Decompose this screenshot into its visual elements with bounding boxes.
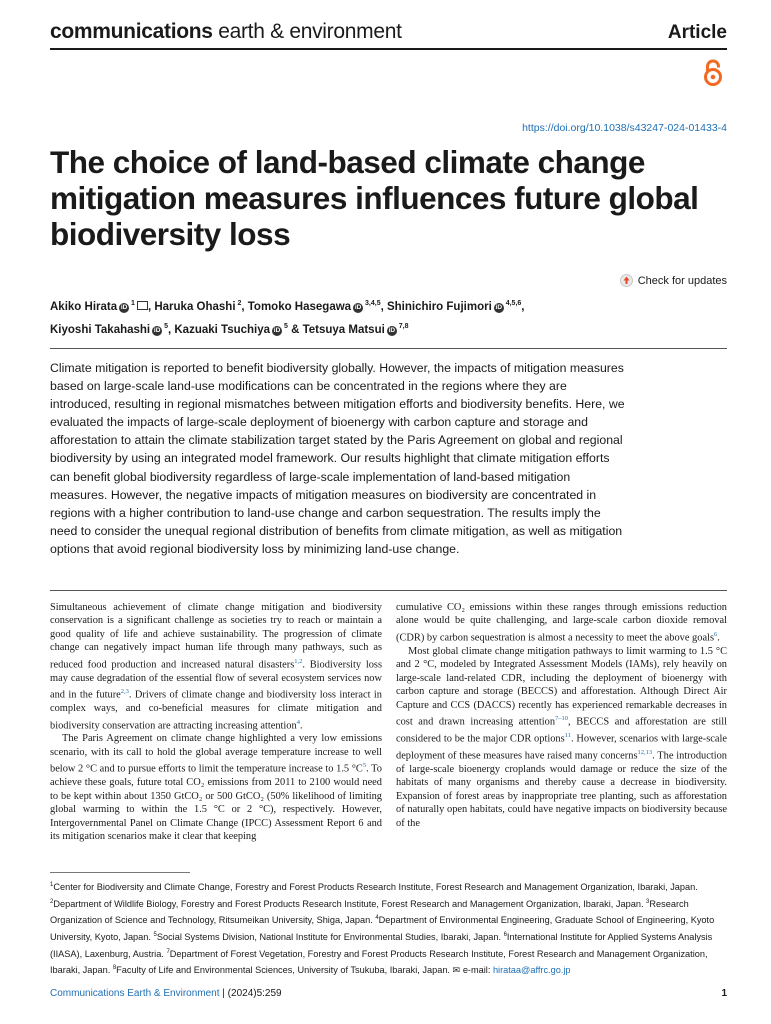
orcid-icon[interactable]: iD <box>388 326 396 334</box>
author-name: Kiyoshi Takahashi <box>50 323 151 336</box>
author-affiliation: 7,8 <box>396 322 409 330</box>
body-text: The Paris Agreement on climate change highlighted a very low emissions scenario, with its call to hold the global average temperature increase to well below 2 °C and to pursue efforts to limit the temperature increase to 1.5 °C <box>50 733 382 775</box>
author-affiliation: 1 <box>129 300 135 307</box>
check-for-updates[interactable] <box>620 274 727 287</box>
abstract-rule-top <box>50 348 727 349</box>
affiliation-number: 3 <box>646 898 650 905</box>
email-link[interactable]: hirataa@affrc.go.jp <box>492 965 571 976</box>
body-text: . <box>717 632 720 644</box>
affiliation-text: Department of Forest Vegetation, Forestry and Forest Products Research Institute, Forest Research and Management Organization, Ibaraki, Japan. <box>50 948 708 976</box>
affiliation-number: 1 <box>50 882 54 888</box>
email-icon: ✉ <box>452 965 463 976</box>
affiliation-number: 7 <box>166 948 170 955</box>
author-separator: , <box>380 300 387 313</box>
orcid-icon[interactable]: iD <box>120 303 128 311</box>
author-name: Kazuaki Tsuchiya <box>174 323 271 336</box>
citation-ref[interactable]: 12,13 <box>637 748 653 756</box>
author-separator: , <box>167 323 175 336</box>
affiliation-number: 5 <box>153 931 157 938</box>
footer-journal-link[interactable]: Communications Earth & Environment <box>50 988 220 999</box>
author-name: Shinichiro Fujimori <box>386 300 492 313</box>
check-updates-icon <box>620 274 633 287</box>
author-affiliation: 3,4,5 <box>363 300 381 307</box>
citation-ref[interactable]: 1,2 <box>294 657 303 665</box>
body-text: . Biodiversity loss may cause degradation of the essential flow of several ecosystem services now and in the future <box>50 659 382 701</box>
author-name: Tomoko Hasegawa <box>247 300 352 313</box>
affiliation-text: International Institute for Applied Systems Analysis (IIASA), Laxenburg, Austria. <box>50 932 713 959</box>
affiliation-text: Center for Biodiversity and Climate Change, Forestry and Forest Products Research Institute, Forest Research and Management Organization, Ibaraki, Japan. <box>53 882 698 893</box>
orcid-icon[interactable]: iD <box>273 326 281 334</box>
affiliation-number: 2 <box>50 898 54 905</box>
author-affiliation: 2 <box>235 300 242 307</box>
abstract: Climate mitigation is reported to benefit biodiversity globally. However, the impacts of mitigation measures based on large-scale land-use modifications can be concentrated in the regions where they are introduced, resulting in regional mismatches between mitigation efforts and biodiversity benefits. Here, we evaluated the impacts of large-scale deployment of bioenergy with carbon capture and storage and afforestation to attain the climate stabilization target stated by the Paris Agreement on global and regional biodiversity by using an integrated model framework. Our results highlight that climate mitigation efforts can benefit global biodiversity regardless of large-scale implementation of land-based mitigation measures. However, the negative impacts of mitigation measures on biodiversity are concentrated in regions with a higher contribution to land-use change and carbon sequestration. The results imply the need to consider the unequal regional distribution of benefits from climate mitigation, as well as mitigation options that avoid regional biodiversity loss by minimizing land-use change. <box>50 361 625 556</box>
author-list <box>50 294 740 340</box>
author-affiliation: 4,5,6 <box>503 300 522 307</box>
article-type: Article <box>667 22 727 43</box>
author-name: Akiko Hirata <box>50 300 118 313</box>
body-paragraph <box>396 601 727 645</box>
check-updates-label: Check for updates <box>637 274 727 287</box>
body-paragraph <box>50 732 382 843</box>
body-text: , BECCS and afforestation are still considered to be the major CDR options <box>396 716 727 745</box>
footer-citation <box>50 988 282 999</box>
author-affiliation: 5 <box>162 322 168 330</box>
journal-name-bold: communications <box>50 20 213 43</box>
body-paragraph <box>396 645 727 830</box>
affiliation-number: 4 <box>375 915 379 922</box>
body-text: . However, scenarios with large-scale deployment of these measures have raised many concerns <box>396 733 727 762</box>
citation-ref[interactable]: 5 <box>362 762 367 770</box>
body-text: cumulative CO₂ emissions within these ranges through emissions reduction alone would be quite challenging, and large-scale carbon dioxide removal (CDR) by carbon sequestration is almost a necessity to meet the above goals <box>396 602 727 644</box>
body-text: Most global climate change mitigation pathways to limit warming to 1.5 °C and 2 °C, modeled by Integrated Assessment Models (IAMs), rely heavily on large-scale land-related CDR, including the deployment of bioenergy with carbon capture and storage (BECCS) and afforestation. Although Direct Air Capture and CCS (DACCS) recently has experienced remarkable decreases in cost and drawn increasing attention <box>396 645 727 728</box>
citation-ref[interactable]: 4 <box>296 718 300 726</box>
body-column-left <box>50 601 382 844</box>
author-name: Tetsuya Matsui <box>302 323 385 336</box>
abstract-rule-bottom <box>50 590 727 591</box>
author-separator: , <box>241 300 248 313</box>
author-separator: , <box>521 300 525 313</box>
body-column-right <box>396 601 727 830</box>
orcid-icon[interactable]: iD <box>495 303 503 311</box>
body-text: . To achieve these goals, future total CO₂ emissions from 2011 to 2100 would need to be kept within about 1350 GtCO₂ or 500 GtCO₂ (50% likelihood of limiting global warming to within the 1.5 °C or 2 °C), respectively. However, Intergovernmental Panel on Climate Change (IPCC) Assessment Report 6 and its mitigation scenarios make it clear that keeping <box>50 763 382 843</box>
citation-ref[interactable]: 2,3 <box>120 688 129 696</box>
affiliation-number: 6 <box>503 931 507 938</box>
page-number: 1 <box>721 988 727 999</box>
footer-volume: | (2024)5:259 <box>219 988 282 999</box>
citation-ref[interactable]: 11 <box>564 732 571 740</box>
author-affiliation: 5 <box>282 322 288 330</box>
affiliation-number: 8 <box>112 965 117 972</box>
author-name: Haruka Ohashi <box>154 300 236 313</box>
affiliation-text: Department of Environmental Engineering, Graduate School of Engineering, Kyoto University, Kyoto, Japan. <box>50 915 715 943</box>
open-access-icon <box>702 58 724 88</box>
orcid-icon[interactable]: iD <box>354 303 362 311</box>
citation-ref[interactable]: 7–10 <box>555 715 569 723</box>
affiliation-text: Research Organization of Science and Technology, Ritsumeikan University, Shiga, Japan. <box>50 898 689 926</box>
citation-ref[interactable]: 6 <box>714 630 718 638</box>
author-separator: , <box>147 300 155 313</box>
email-icon[interactable] <box>137 301 148 310</box>
affiliation-text: Department of Wildlife Biology, Forestry and Forest Products Research Institute, Forest Research and Management Organization, Ibaraki, Japan. <box>53 898 647 909</box>
author-separator: & <box>287 323 303 336</box>
article-title: The choice of land-based climate change mitigation measures influences future global biodiversity loss <box>50 144 699 252</box>
doi-link[interactable]: https://doi.org/10.1038/s43247-024-01433-4 <box>522 122 727 134</box>
affiliation-text: Faculty of Life and Environmental Sciences, University of Tsukuba, Ibaraki, Japan. <box>116 965 453 976</box>
affiliations <box>50 878 730 978</box>
affiliation-text: Social Systems Division, National Institute for Environmental Studies, Ibaraki, Japan. <box>156 932 504 943</box>
journal-name-rest: earth & environment <box>212 20 402 43</box>
orcid-icon[interactable]: iD <box>153 326 161 334</box>
body-text: . <box>299 720 303 732</box>
header-rule <box>50 48 727 50</box>
body-paragraph <box>50 601 382 732</box>
journal-name <box>50 20 402 44</box>
body-text: . The introduction of large-scale bioenergy croplands would damage or reduce the size of the habitats of many organisms and thereby cause a decrease in biodiversity. Expansion of forest areas by inappropriate tree planting, such as afforestation of naturally open habitats, could have negative impacts on biodiversity because of the <box>396 750 727 829</box>
body-text: Simultaneous achievement of climate change mitigation and biodiversity conservation is a significant challenge as societies try to reach or maintain a good quality of life and achieve sustainability. The progression of climate change can negatively impact human life through many pathways, such as reduced food production and increased natural disasters <box>50 602 382 671</box>
email-label: e-mail: <box>462 965 493 976</box>
footnote-rule <box>50 872 190 873</box>
body-text: . Drivers of climate change and biodiversity loss interact in complex ways, and co-beneficial measures for climate mitigation and biodiversity conservation are attracting increasing attention <box>50 689 382 732</box>
